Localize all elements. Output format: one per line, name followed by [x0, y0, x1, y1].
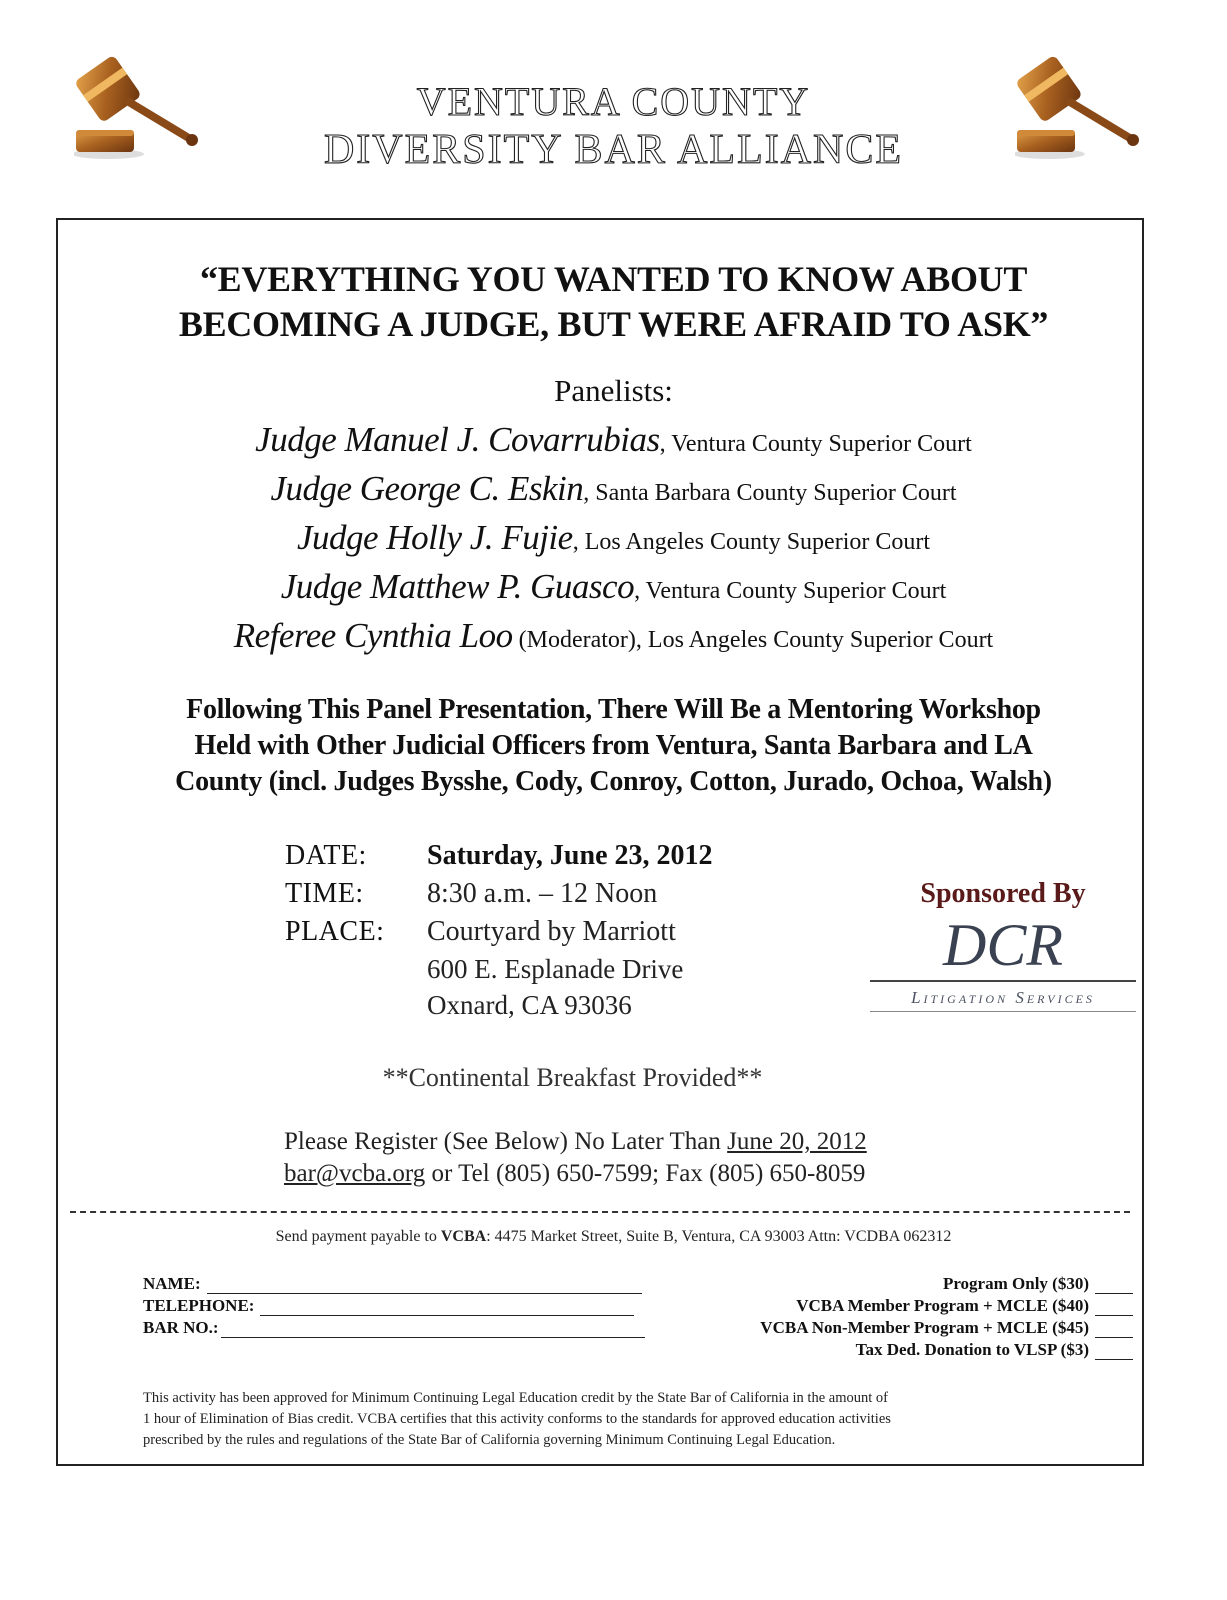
panelist-court: , Ventura County Superior Court: [659, 431, 972, 457]
time-row: [285, 878, 805, 916]
registration-form-fields: [143, 1272, 645, 1338]
payment-address: : 4475 Market Street, Suite B, Ventura, CA 93003 Attn: VCDBA 062312: [486, 1228, 952, 1245]
option-row: [760, 1338, 1133, 1360]
event-headline-line1: “EVERYTHING YOU WANTED TO KNOW ABOUT: [199, 259, 1028, 299]
panelist-name: Judge Matthew P. Guasco: [280, 567, 635, 606]
panelist-item: [0, 469, 1227, 509]
sponsor-logo-rule: [870, 980, 1136, 982]
cut-line-divider: [70, 1211, 1130, 1213]
panelist-name: Judge George C. Eskin: [270, 469, 584, 508]
payment-instructions: [0, 1228, 1227, 1246]
registration-info: [284, 1126, 867, 1190]
breakfast-note: **Continental Breakfast Provided**: [382, 1063, 763, 1092]
panelist-item: [0, 616, 1227, 656]
workshop-line: County (incl. Judges Bysshe, Cody, Conroy, Cotton, Jurado, Ochoa, Walsh): [175, 766, 1052, 797]
telephone-field[interactable]: [260, 1299, 634, 1316]
panelist-item: [0, 567, 1227, 607]
registration-deadline-line: [284, 1126, 867, 1158]
payment-prefix: Send payment payable to: [275, 1228, 441, 1245]
telephone-label: TELEPHONE:: [143, 1296, 255, 1315]
phone-fax: or Tel (805) 650-7599; Fax (805) 650-8059: [425, 1160, 866, 1187]
sponsor-block: [870, 878, 1136, 1012]
option-label: Tax Ded. Donation to VLSP ($3): [855, 1340, 1089, 1359]
option-label: VCBA Member Program + MCLE ($40): [796, 1296, 1089, 1315]
option-label: Program Only ($30): [942, 1274, 1089, 1293]
time-label: TIME:: [285, 878, 364, 909]
address-line2: Oxnard, CA 93036: [427, 990, 632, 1020]
panelist-court: , Santa Barbara County Superior Court: [583, 480, 957, 506]
time-value: 8:30 a.m. – 12 Noon: [427, 878, 658, 909]
date-label: DATE:: [285, 840, 367, 871]
sponsor-logo-rule-bottom: [870, 1011, 1136, 1012]
sponsor-logo: DCR: [943, 912, 1063, 978]
sponsored-by-label: Sponsored By: [920, 878, 1086, 909]
flyer-header: [0, 0, 1227, 215]
email-link[interactable]: bar@vcba.org: [284, 1160, 426, 1187]
place-value: Courtyard by Marriott: [427, 916, 676, 947]
option-blank[interactable]: [1095, 1322, 1133, 1338]
option-blank[interactable]: [1095, 1344, 1133, 1360]
panelist-item: [0, 518, 1227, 558]
panelists-label: Panelists:: [554, 373, 673, 408]
panelist-item: [0, 420, 1227, 460]
panelist-court: , Los Angeles County Superior Court: [572, 529, 931, 555]
bar-number-field[interactable]: [221, 1321, 645, 1338]
option-blank[interactable]: [1095, 1278, 1133, 1294]
registration-prefix: Please Register (See Below) No Later Than: [284, 1128, 728, 1155]
panelist-name: Judge Manuel J. Covarrubias: [255, 420, 660, 459]
disclaimer-line: prescribed by the rules and regulations of the State Bar of California governing Minimum Continuing Legal Education.: [143, 1432, 836, 1448]
event-headline-line2: BECOMING A JUDGE, BUT WERE AFRAID TO ASK”: [178, 304, 1049, 344]
panelist-name: Judge Holly J. Fujie: [296, 518, 573, 557]
disclaimer-line: 1 hour of Elimination of Bias credit. VCBA certifies that this activity conforms to the standards for approved education activities: [143, 1411, 891, 1427]
panelist-name: Referee Cynthia Loo: [233, 616, 513, 655]
bar-number-label: BAR NO.:: [143, 1318, 219, 1337]
org-title-line1: VENTURA COUNTY: [416, 79, 811, 124]
name-field[interactable]: [207, 1277, 642, 1294]
option-label: VCBA Non-Member Program + MCLE ($45): [760, 1318, 1089, 1337]
event-details: [285, 840, 805, 1026]
disclaimer-line: This activity has been approved for Minimum Continuing Legal Education credit by the State Bar of California in the amount of: [143, 1390, 888, 1406]
option-row: [760, 1294, 1133, 1316]
registration-options: [760, 1272, 1133, 1360]
option-row: [760, 1316, 1133, 1338]
payment-payee: VCBA: [440, 1228, 487, 1245]
workshop-line: Following This Panel Presentation, There Will Be a Mentoring Workshop: [186, 694, 1041, 725]
name-label: NAME:: [143, 1274, 201, 1293]
panelist-court: (Moderator), Los Angeles County Superior Court: [512, 627, 994, 653]
mcle-disclaimer: [143, 1388, 1073, 1451]
workshop-line: Held with Other Judicial Officers from Ventura, Santa Barbara and LA: [194, 730, 1033, 761]
registration-contact-line: [284, 1158, 867, 1190]
panelist-court: , Ventura County Superior Court: [634, 578, 947, 604]
place-label: PLACE:: [285, 916, 385, 947]
bar-number-field-row: [143, 1316, 645, 1338]
org-title-line2: DIVERSITY BAR ALLIANCE: [323, 127, 904, 173]
address-line1: 600 E. Esplanade Drive: [427, 954, 684, 984]
name-field-row: [143, 1272, 645, 1294]
date-row: [285, 840, 805, 878]
sponsor-logo-subtitle: Litigation Services: [911, 988, 1095, 1007]
telephone-field-row: [143, 1294, 645, 1316]
registration-deadline: June 20, 2012: [727, 1128, 867, 1155]
option-blank[interactable]: [1095, 1300, 1133, 1316]
place-row: [285, 916, 805, 954]
option-row: [760, 1272, 1133, 1294]
date-value: Saturday, June 23, 2012: [427, 840, 713, 871]
